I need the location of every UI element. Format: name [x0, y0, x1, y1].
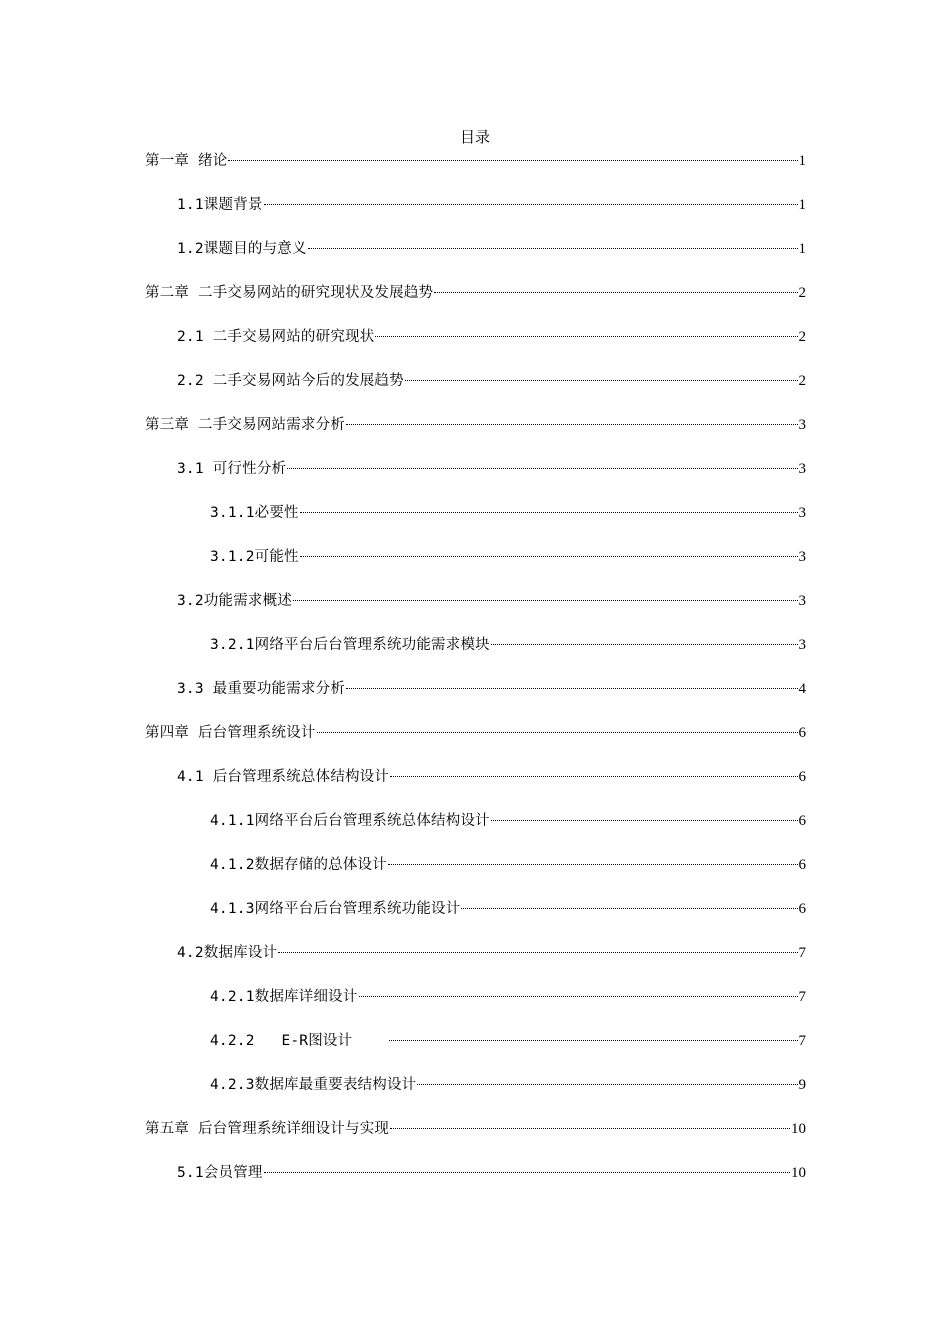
toc-entry-3-2[interactable] [177, 590, 806, 612]
toc-entry-1-1[interactable] [177, 194, 806, 216]
toc-entry-page: 6 [798, 901, 806, 917]
toc-entry-4-1-2[interactable] [210, 854, 806, 876]
toc-entry-text: 第一章 绪论 [145, 153, 228, 169]
dot-leader [434, 291, 797, 293]
dot-leader [346, 687, 797, 689]
toc-entry-page: 4 [798, 681, 806, 697]
toc-entry-page: 3 [798, 461, 806, 477]
toc-entry-page: 6 [798, 857, 806, 873]
toc-entry-page: 2 [798, 373, 806, 389]
toc-entry-5-1[interactable] [177, 1162, 806, 1184]
toc-entry-text: 3.1 可行性分析 [177, 461, 287, 477]
toc-entry-text: 第三章 二手交易网站需求分析 [145, 417, 346, 433]
toc-entry-text: 2.1 二手交易网站的研究现状 [177, 329, 375, 345]
toc-entry-3-3[interactable] [177, 678, 806, 700]
toc-entry-page: 1 [798, 197, 806, 213]
toc-entry-chapter-3[interactable] [145, 414, 806, 436]
dot-leader [300, 555, 798, 557]
toc-entry-1-2[interactable] [177, 238, 806, 260]
dot-leader [388, 863, 798, 865]
toc-entry-page: 6 [798, 769, 806, 785]
toc-entry-text: 3.2.1网络平台后台管理系统功能需求模块 [210, 637, 490, 653]
toc-entry-text: 3.1.2可能性 [210, 549, 299, 565]
toc-entry-text: 4.2.3数据库最重要表结构设计 [210, 1077, 417, 1093]
toc-entry-4-2-1[interactable] [210, 986, 806, 1008]
dot-leader [389, 1039, 797, 1041]
dot-leader [417, 1083, 797, 1085]
dot-leader [293, 599, 798, 601]
toc-entry-page: 3 [798, 593, 806, 609]
toc-entry-text: 第四章 后台管理系统设计 [145, 725, 316, 741]
dot-leader [264, 1171, 790, 1173]
toc-entry-page: 2 [798, 285, 806, 301]
toc-entry-text: 4.1 后台管理系统总体结构设计 [177, 769, 390, 785]
dot-leader [405, 379, 798, 381]
toc-entry-2-1[interactable] [177, 326, 806, 348]
toc-entry-3-1[interactable] [177, 458, 806, 480]
toc-entry-page: 9 [798, 1077, 806, 1093]
toc-entry-text: 5.1会员管理 [177, 1165, 263, 1181]
toc-entry-3-2-1[interactable] [210, 634, 806, 656]
toc-entry-page: 6 [798, 725, 806, 741]
toc-entry-4-2-3[interactable] [210, 1074, 806, 1096]
dot-leader [491, 643, 798, 645]
toc-entry-chapter-5[interactable] [145, 1118, 806, 1140]
toc-entry-4-1-3[interactable] [210, 898, 806, 920]
toc-entry-page: 7 [798, 1033, 806, 1049]
toc-entry-text: 第二章 二手交易网站的研究现状及发展趋势 [145, 285, 434, 301]
toc-entry-chapter-4[interactable] [145, 722, 806, 744]
toc-entry-text: 1.2课题目的与意义 [177, 241, 307, 257]
toc-entry-4-1-1[interactable] [210, 810, 806, 832]
toc-entry-page: 3 [798, 637, 806, 653]
dot-leader [308, 247, 798, 249]
toc-entry-page: 3 [798, 417, 806, 433]
dot-leader [278, 951, 797, 953]
toc-entry-text: 4.2.2 E-R图设计 [210, 1033, 389, 1049]
dot-leader [228, 159, 797, 161]
toc-entry-text: 4.1.2数据存储的总体设计 [210, 857, 387, 873]
toc-entry-text: 第五章 后台管理系统详细设计与实现 [145, 1121, 390, 1137]
dot-leader [359, 995, 798, 997]
toc-entry-3-1-1[interactable] [210, 502, 806, 524]
dot-leader [375, 335, 797, 337]
toc-entry-page: 10 [791, 1165, 806, 1181]
dot-leader [300, 511, 798, 513]
dot-leader [390, 1127, 790, 1129]
dot-leader [390, 775, 797, 777]
toc-entry-2-2[interactable] [177, 370, 806, 392]
toc-entry-text: 4.2.1数据库详细设计 [210, 989, 358, 1005]
toc-entry-3-1-2[interactable] [210, 546, 806, 568]
toc-entry-text: 2.2 二手交易网站今后的发展趋势 [177, 373, 404, 389]
toc-entry-text: 3.1.1必要性 [210, 505, 299, 521]
dot-leader [346, 423, 797, 425]
toc-entry-text: 1.1课题背景 [177, 197, 263, 213]
dot-leader [491, 819, 798, 821]
toc-entry-text: 3.3 最重要功能需求分析 [177, 681, 346, 697]
toc-entry-text: 4.1.3网络平台后台管理系统功能设计 [210, 901, 461, 917]
toc-entry-chapter-1[interactable] [145, 150, 806, 172]
dot-leader [287, 467, 797, 469]
dot-leader [264, 203, 798, 205]
toc-entry-chapter-2[interactable] [145, 282, 806, 304]
toc-entry-page: 7 [798, 945, 806, 961]
toc-entry-text: 4.2数据库设计 [177, 945, 278, 961]
dot-leader [461, 907, 797, 909]
toc-entry-page: 6 [798, 813, 806, 829]
toc-title: 目录 [459, 128, 490, 146]
dot-leader [317, 731, 798, 733]
toc-entry-4-1[interactable] [177, 766, 806, 788]
toc-entry-text: 4.1.1网络平台后台管理系统总体结构设计 [210, 813, 490, 829]
toc-entry-page: 10 [791, 1121, 806, 1137]
toc-entry-page: 7 [798, 989, 806, 1005]
toc-entry-page: 3 [798, 505, 806, 521]
toc-entry-text: 3.2功能需求概述 [177, 593, 292, 609]
toc-entry-4-2[interactable] [177, 942, 806, 964]
toc-entry-page: 1 [798, 241, 806, 257]
toc-entry-page: 3 [798, 549, 806, 565]
toc-entry-page: 2 [798, 329, 806, 345]
toc-entry-page: 1 [798, 153, 806, 169]
toc-entry-4-2-2[interactable] [210, 1030, 806, 1052]
